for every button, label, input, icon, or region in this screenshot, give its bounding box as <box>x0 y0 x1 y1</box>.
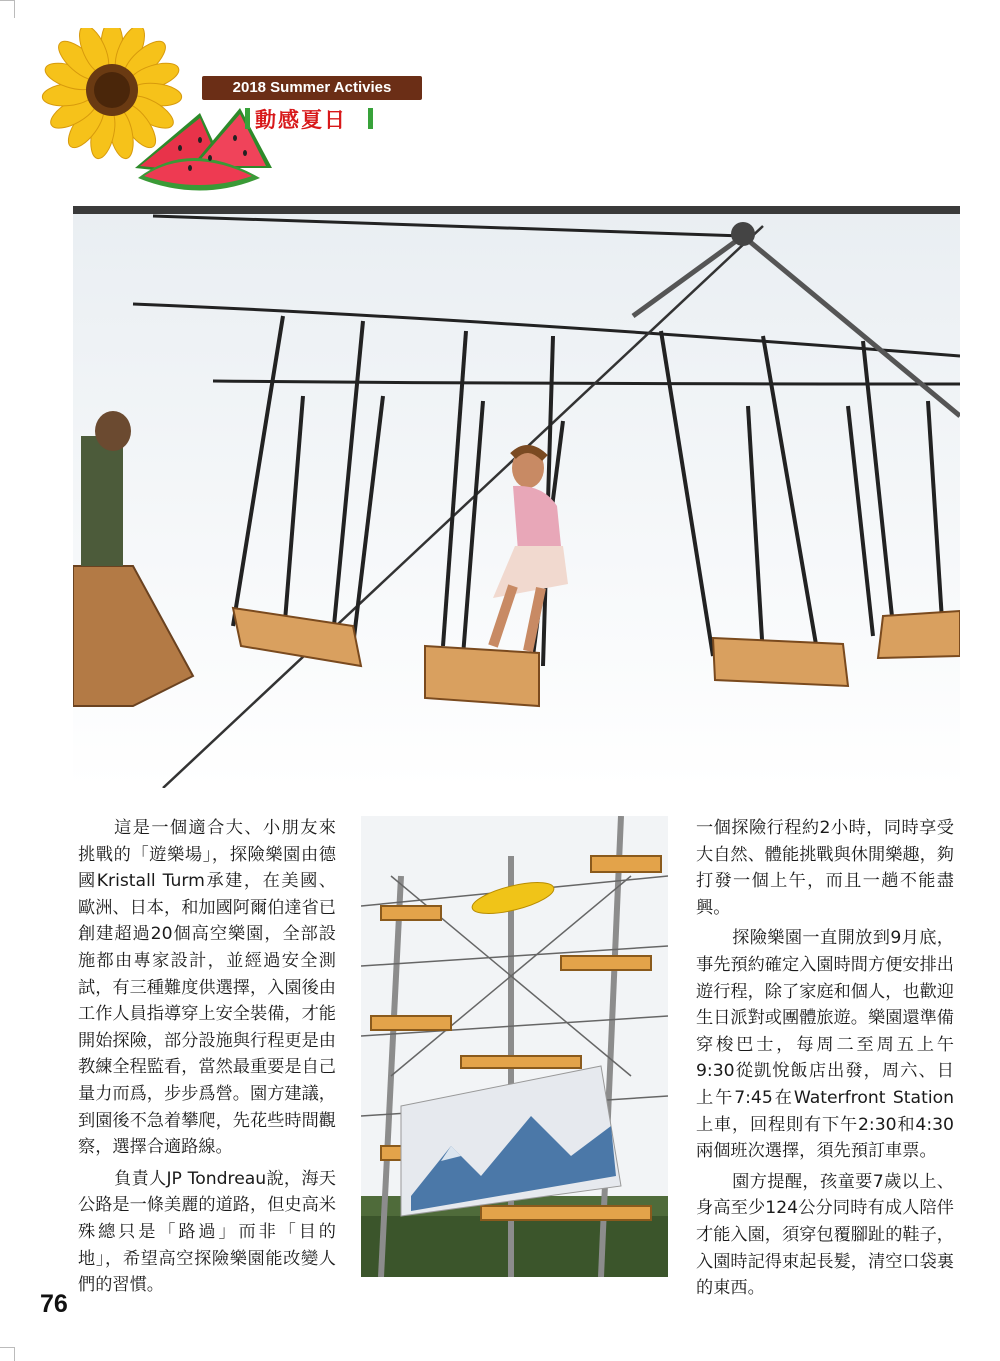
article-column-left <box>78 815 336 1299</box>
crop-mark <box>0 0 14 1</box>
crop-mark <box>0 1347 14 1348</box>
header-ribbon: 2018 Summer Activies <box>202 76 422 100</box>
adventure-tower-photo <box>361 816 668 1277</box>
header-bar-left <box>245 108 250 129</box>
header-bar-right <box>368 108 373 129</box>
crop-mark <box>14 0 15 18</box>
page-number: 76 <box>40 1290 68 1318</box>
article-paragraph: 探險樂園一直開放到9月底，事先預約確定入園時間方便安排出遊行程，除了家庭和個人，也歡迎生日派對或團體旅遊。樂園還準備穿梭巴士，每周二至周五上午9:30從凱悅飯店出發，周六、日上午7:45在Waterfront Station上車，回程則有下午2:30和4:30兩個班次選擇，須先預訂車票。 <box>696 928 954 1162</box>
crop-mark <box>14 1347 15 1361</box>
article-paragraph: 一個探險行程約2小時，同時享受大自然、體能挑戰與休閒樂趣，夠打發一個上午，而且一趟不能盡興。 <box>696 818 954 918</box>
article-column-right <box>696 815 954 1302</box>
sunflower-watermelon-icon <box>40 28 280 198</box>
high-ropes-course-photo <box>73 206 960 788</box>
article-paragraph: 這是一個適合大、小朋友來挑戰的「遊樂場」，探險樂園由德國Kristall Turm承建，在美國、歐洲、日本，和加國阿爾伯達省已創建超過20個高空樂園，全部設施都由專家設計，並經過安全測試，有三種難度供選擇，入園後由工作人員指導穿上安全裝備，才能開始探險，部分設施與行程更是由教練全程監看，當然最重要是自己量力而爲，步步爲營。園方建議，到園後不急着攀爬，先花些時間觀察，選擇合適路線。 <box>78 818 336 1158</box>
article-paragraph: 園方提醒，孩童要7歲以上、身高至少124公分同時有成人陪伴才能入園，須穿包覆腳趾的鞋子，入園時記得束起長髮，清空口袋裏的東西。 <box>696 1171 954 1299</box>
header-subtitle: 動感夏日 <box>255 108 347 132</box>
section-header <box>40 28 400 198</box>
article-paragraph: 負責人JP Tondreau說，海天公路是一條美麗的道路，但史高米殊總只是「路過」而非「目的地」，希望高空探險樂園能改變人們的習慣。 <box>78 1168 336 1296</box>
